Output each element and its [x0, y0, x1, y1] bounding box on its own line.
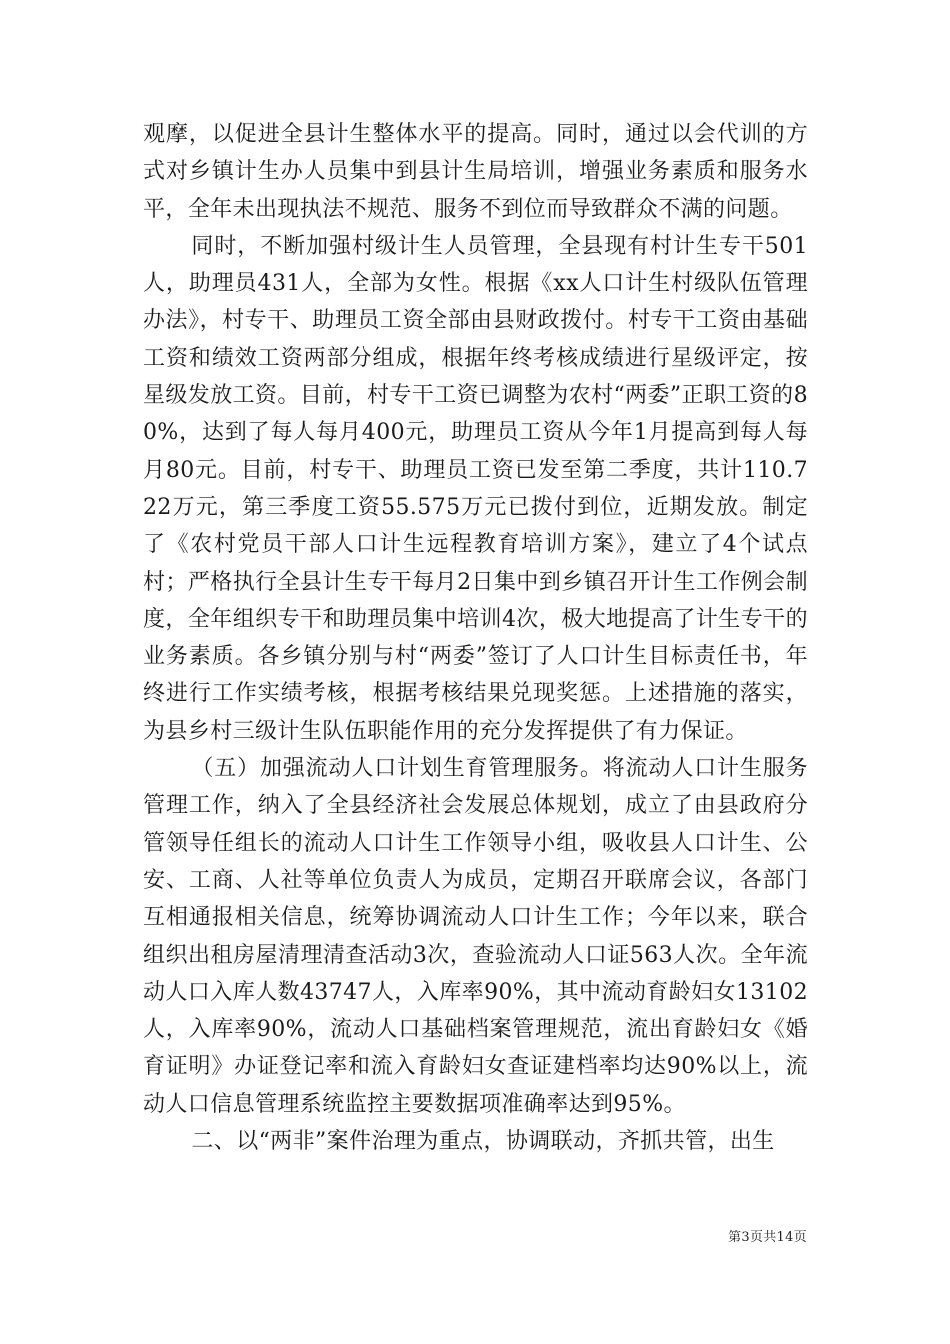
paragraph-section-two-heading: 二、以“两非”案件治理为重点，协调联动，齐抓共管，出生	[191, 1129, 775, 1155]
document-body	[143, 116, 808, 1160]
page-number-footer: 第3页共14页	[728, 1230, 807, 1245]
paragraph-village-staff: 同时，不断加强村级计生人员管理，全县现有村计生专干501人，助理员431人，全部为女性。根据《xx人口计生村级队伍管理办法》，村专干、助理员工资全部由县财政拨付。村专干工资由基础工资和绩效工资两部分组成，根据年终考核成绩进行星级评定，按星级发放工资。目前，村专干工资已调整为农村“两委”正职工资的80%，达到了每人每月400元，助理员工资从今年1月提高到每人每月80元。目前，村专干、助理员工资已发至第二季度，共计110.722万元，第三季度工资55.575万元已拨付到位，近期发放。制定了《农村党员干部人口计生远程教育培训方案》，建立了4个试点村；严格执行全县计生专干每月2日集中到乡镇召开计生工作例会制度，全年组织专干和助理员集中培训4次，极大地提高了计生专干的业务素质。各乡镇分别与村“两委”签订了人口计生目标责任书，年终进行工作实绩考核，根据考核结果兑现奖惩。上述措施的落实，为县乡村三级计生队伍职能作用的充分发挥提供了有力保证。	[143, 233, 808, 744]
paragraph-continuation: 观摩，以促进全县计生整体水平的提高。同时，通过以会代训的方式对乡镇计生办人员集中到县计生局培训，增强业务素质和服务水平，全年未出现执法不规范、服务不到位而导致群众不满的问题。	[143, 122, 808, 222]
paragraph-floating-population: （五）加强流动人口计划生育管理服务。将流动人口计生服务管理工作，纳入了全县经济社会发展总体规划，成立了由县政府分管领导任组长的流动人口计生工作领导小组，吸收县人口计生、公安、工商、人社等单位负责人为成员，定期召开联席会议，各部门互相通报相关信息，统筹协调流动人口计生工作；今年以来，联合组织出租房屋清理清查活动3次，查验流动人口证563人次。全年流动人口入库人数43747人，入库率90%，其中流动育龄妇女13102人，入库率90%，流动人口基础档案管理规范，流出育龄妇女《婚育证明》办证登记率和流入育龄妇女查证建档率均达90%以上，流动人口信息管理系统监控主要数据项准确率达到95%。	[143, 756, 808, 1117]
